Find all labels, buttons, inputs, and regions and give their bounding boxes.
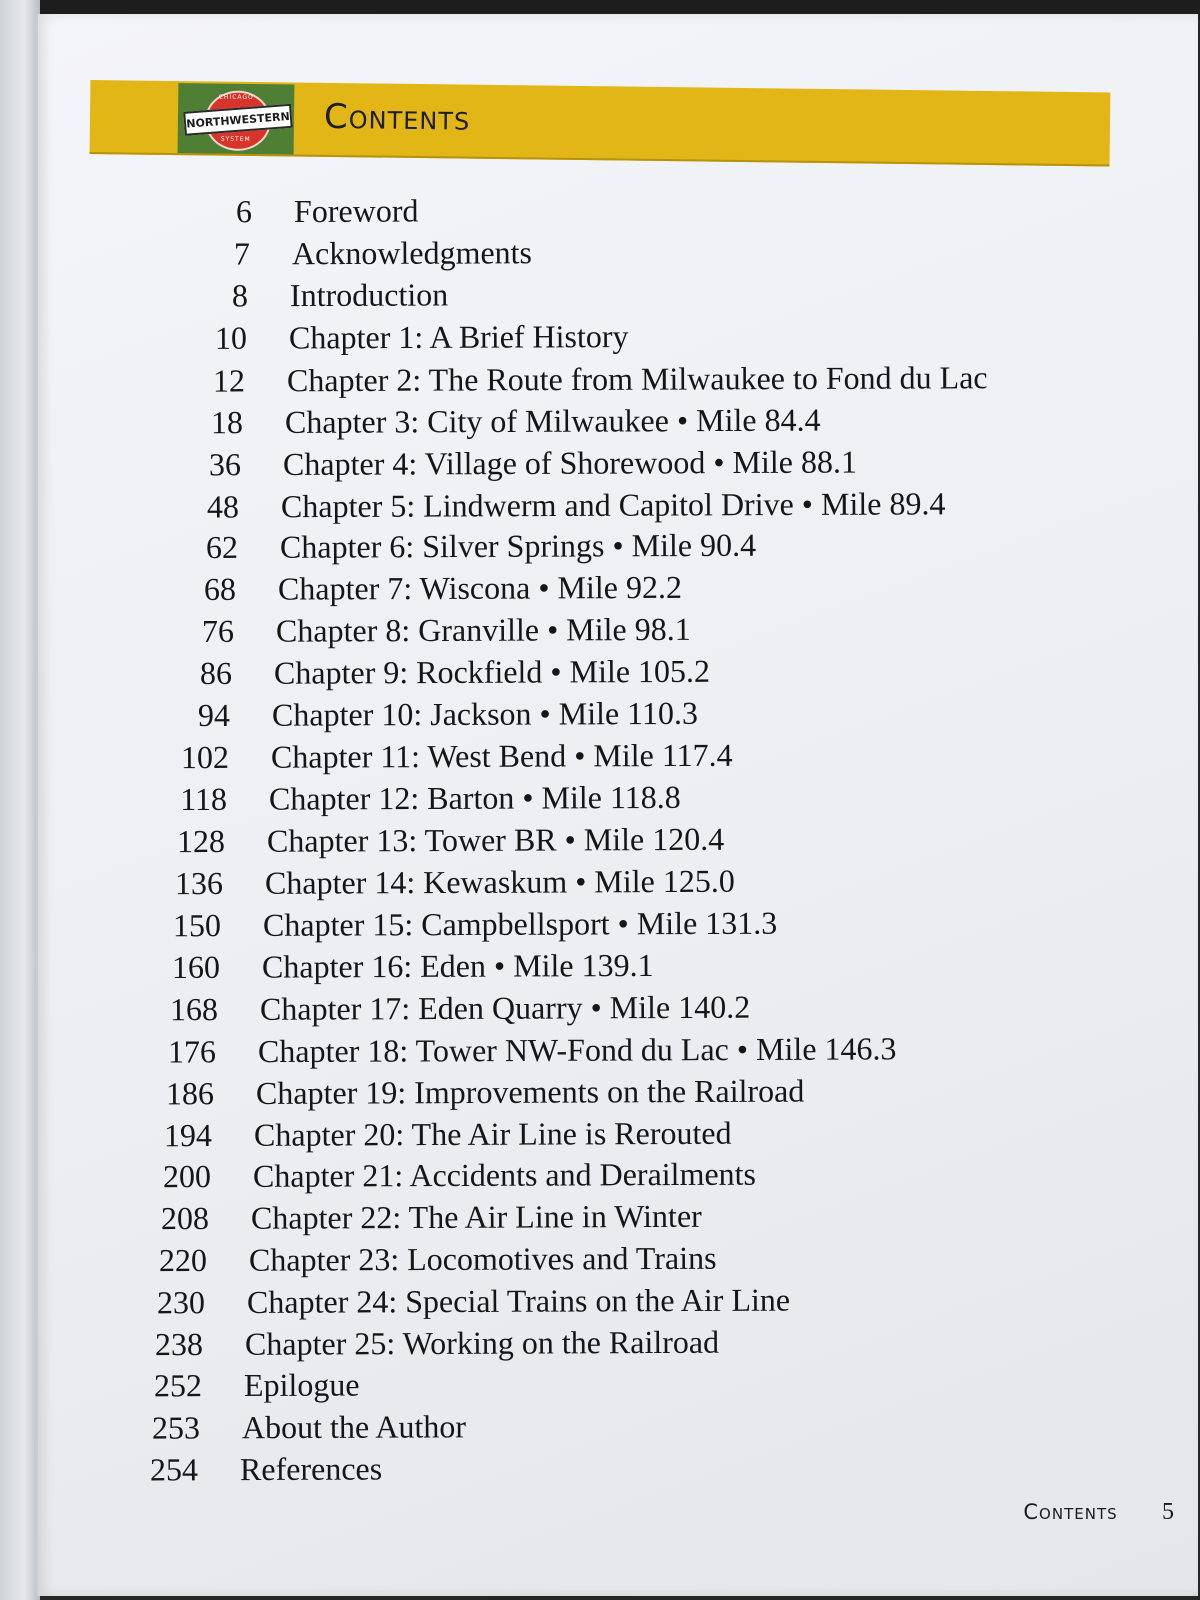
toc-entry-title: Chapter 13: Tower BR • Mile 120.4 <box>266 820 725 859</box>
toc-page-number: 176 <box>167 1033 217 1070</box>
toc-entry <box>130 1447 382 1490</box>
toc-page-number: 102 <box>180 738 230 776</box>
toc-page-number: 252 <box>153 1367 203 1404</box>
toc-entry-title: Chapter 7: Wiscona • Mile 92.2 <box>277 568 682 607</box>
toc-entry <box>137 1279 790 1324</box>
toc-entry <box>162 692 698 736</box>
toc-entry <box>148 1027 897 1072</box>
toc-entry-title: Chapter 24: Special Trains on the Air Line <box>246 1281 791 1320</box>
toc-entry-title: Foreword <box>293 192 419 230</box>
toc-entry-title: Chapter 6: Silver Springs • Mile 90.4 <box>279 526 757 565</box>
toc-entry <box>164 650 710 694</box>
toc-entry <box>175 399 821 444</box>
toc-entry <box>179 315 629 359</box>
toc-page-number: 62 <box>205 528 239 566</box>
toc-page-number: 76 <box>201 612 235 649</box>
toc-page-number: 7 <box>233 235 251 272</box>
contents-page <box>36 14 1198 1596</box>
toc-entry <box>139 1237 717 1282</box>
toc-entry <box>157 818 724 862</box>
table-of-contents <box>38 14 1198 1596</box>
page-title: Contents <box>323 96 471 139</box>
toc-page-number: 136 <box>174 864 224 902</box>
toc-entry <box>173 441 857 486</box>
toc-page-number: 48 <box>206 488 240 525</box>
toc-entry <box>159 776 681 820</box>
toc-entry <box>135 1321 719 1366</box>
toc-entry-title: About the Author <box>241 1408 467 1446</box>
toc-entry-title: Chapter 23: Locomotives and Trains <box>248 1239 717 1278</box>
facing-page-edge <box>0 0 40 1600</box>
toc-page-number: 253 <box>151 1409 201 1446</box>
page-number: 5 <box>1162 1499 1174 1525</box>
toc-entry <box>184 189 419 232</box>
logo-bottom-text: SYSTEM <box>220 135 251 143</box>
toc-entry-title: Chapter 3: City of Milwaukee • Mile 84.4 <box>284 401 821 440</box>
toc-entry-title: Chapter 9: Rockfield • Mile 105.2 <box>273 652 711 691</box>
toc-page-number: 254 <box>149 1451 199 1488</box>
toc-entry-title: Chapter 17: Eden Quarry • Mile 140.2 <box>259 988 751 1027</box>
toc-page-number: 6 <box>235 193 253 230</box>
toc-entry <box>168 566 682 610</box>
toc-entry <box>166 608 691 652</box>
toc-entry-title: Chapter 25: Working on the Railroad <box>244 1323 720 1362</box>
toc-entry-title: Chapter 16: Eden • Mile 139.1 <box>261 946 654 985</box>
toc-entry <box>182 231 532 275</box>
running-footer-label: Contents <box>1023 1500 1118 1524</box>
toc-entry-title: Chapter 1: A Brief History <box>288 318 629 356</box>
toc-entry <box>180 273 448 316</box>
toc-page-number: 194 <box>163 1116 213 1154</box>
toc-entry <box>150 986 750 1031</box>
toc-entry-title: References <box>239 1450 383 1488</box>
toc-entry-title: Introduction <box>289 276 449 314</box>
toc-page-number: 86 <box>199 654 233 692</box>
toc-entry-title: Epilogue <box>243 1366 360 1404</box>
toc-entry-title: Chapter 19: Improvements on the Railroad <box>255 1072 805 1111</box>
toc-page-number: 208 <box>160 1199 210 1237</box>
toc-page-number: 12 <box>212 362 246 399</box>
toc-entry-title: Chapter 10: Jackson • Mile 110.3 <box>271 694 699 733</box>
toc-entry <box>155 860 735 905</box>
toc-entry <box>132 1405 466 1448</box>
toc-entry-title: Chapter 20: The Air Line is Rerouted <box>253 1114 732 1153</box>
toc-entry-title: Chapter 8: Granville • Mile 98.1 <box>275 610 691 649</box>
toc-entry-title: Chapter 12: Barton • Mile 118.8 <box>268 778 681 817</box>
toc-entry <box>134 1364 360 1407</box>
toc-entry <box>153 902 777 947</box>
toc-entry-title: Chapter 15: Campbellsport • Mile 131.3 <box>262 904 778 943</box>
toc-page-number: 186 <box>165 1075 215 1112</box>
toc-page-number: 94 <box>197 696 231 734</box>
toc-entry <box>170 524 756 569</box>
toc-entry <box>161 734 733 778</box>
toc-entry <box>146 1070 804 1115</box>
page-footer <box>1023 1499 1174 1526</box>
toc-page-number: 160 <box>171 948 221 986</box>
toc-entry <box>152 944 654 988</box>
toc-page-number: 128 <box>176 822 226 860</box>
toc-page-number: 238 <box>154 1325 204 1363</box>
toc-entry <box>171 482 946 527</box>
toc-page-number: 220 <box>158 1241 208 1279</box>
toc-entry-title: Chapter 4: Village of Shorewood • Mile 88.1 <box>282 443 858 483</box>
toc-page-number: 8 <box>231 277 249 314</box>
toc-page-number: 18 <box>210 404 244 441</box>
toc-entry-title: Chapter 5: Lindwerm and Capitol Drive • Mile 89.4 <box>280 485 946 525</box>
toc-page-number: 118 <box>180 780 228 818</box>
toc-entry-title: Acknowledgments <box>291 234 533 272</box>
toc-entry <box>143 1153 756 1198</box>
toc-page-number: 10 <box>214 319 248 356</box>
toc-entry-title: Chapter 18: Tower NW-Fond du Lac • Mile 146.3 <box>257 1030 897 1070</box>
toc-entry-title: Chapter 14: Kewaskum • Mile 125.0 <box>264 862 735 901</box>
toc-page-number: 150 <box>172 907 222 944</box>
toc-entry-title: Chapter 11: West Bend • Mile 117.4 <box>270 736 733 775</box>
toc-page-number: 168 <box>169 991 219 1028</box>
toc-entry-title: Chapter 2: The Route from Milwaukee to Fond du Lac <box>286 359 988 399</box>
toc-entry <box>144 1112 732 1157</box>
toc-page-number: 36 <box>208 446 242 483</box>
toc-entry <box>141 1195 702 1239</box>
logo-bar-text: NORTHWESTERN <box>185 109 291 131</box>
toc-page-number: 68 <box>203 570 237 607</box>
toc-page-number: 200 <box>162 1158 212 1195</box>
logo-top-text: CHICAGO <box>218 93 254 101</box>
toc-entry-title: Chapter 22: The Air Line in Winter <box>250 1197 702 1236</box>
toc-entry-title: Chapter 21: Accidents and Derailments <box>252 1155 757 1194</box>
toc-entry <box>177 356 988 402</box>
toc-page-number: 230 <box>156 1284 206 1321</box>
